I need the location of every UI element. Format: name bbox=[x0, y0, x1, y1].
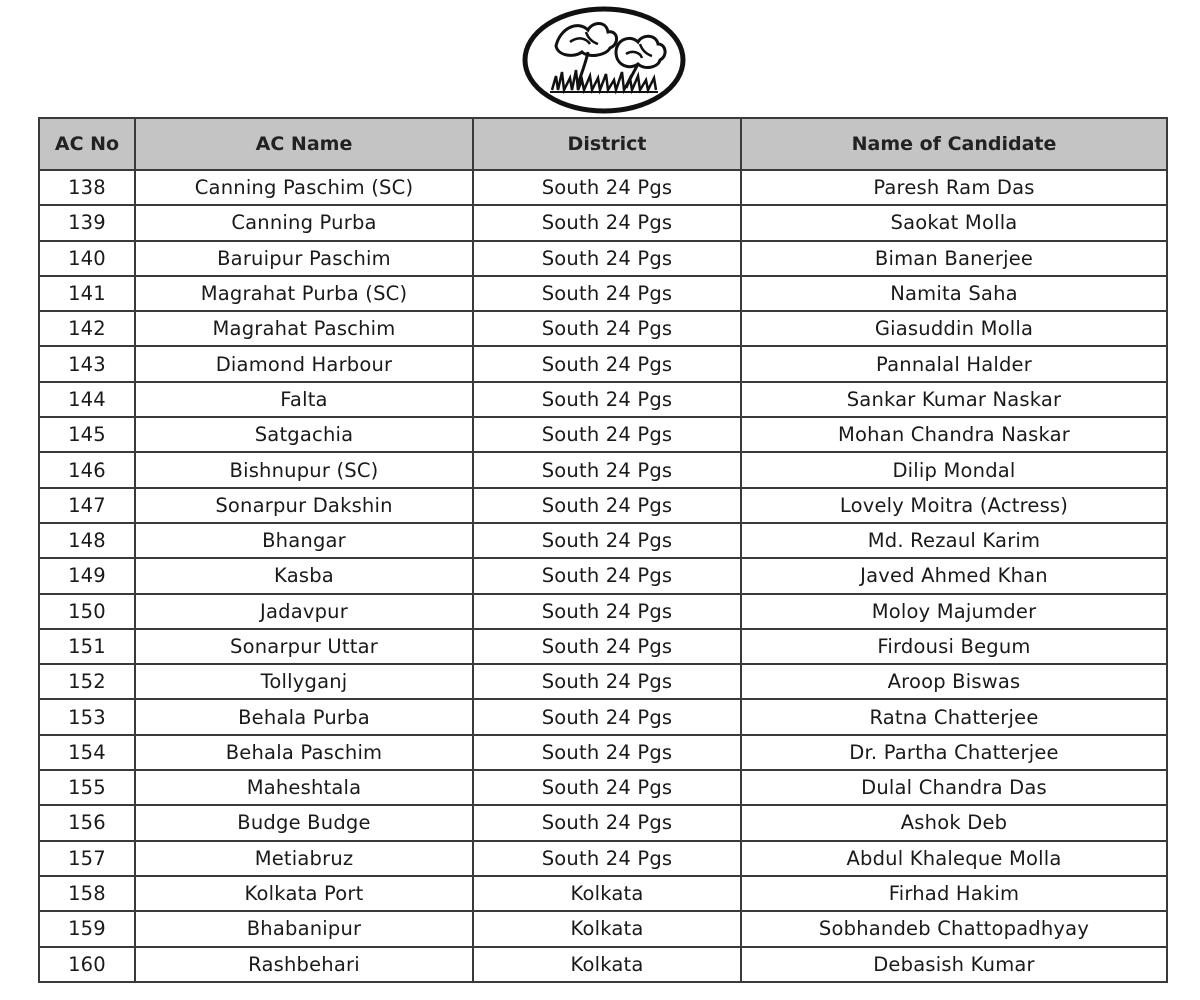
cell-ac-no: 143 bbox=[39, 346, 135, 381]
cell-ac-name: Bhangar bbox=[135, 523, 473, 558]
column-header-district: District bbox=[473, 118, 741, 170]
cell-ac-no: 146 bbox=[39, 452, 135, 487]
cell-district: South 24 Pgs bbox=[473, 699, 741, 734]
cell-candidate: Moloy Majumder bbox=[741, 594, 1167, 629]
table-row bbox=[39, 170, 1167, 205]
cell-district: South 24 Pgs bbox=[473, 417, 741, 452]
cell-candidate: Sankar Kumar Naskar bbox=[741, 382, 1167, 417]
table-row bbox=[39, 911, 1167, 946]
cell-ac-no: 147 bbox=[39, 488, 135, 523]
cell-ac-no: 149 bbox=[39, 558, 135, 593]
table-row bbox=[39, 523, 1167, 558]
cell-candidate: Firdousi Begum bbox=[741, 629, 1167, 664]
cell-ac-no: 145 bbox=[39, 417, 135, 452]
cell-ac-name: Bishnupur (SC) bbox=[135, 452, 473, 487]
table-row bbox=[39, 241, 1167, 276]
cell-ac-name: Tollyganj bbox=[135, 664, 473, 699]
cell-candidate: Saokat Molla bbox=[741, 205, 1167, 240]
table-row bbox=[39, 488, 1167, 523]
table-row bbox=[39, 699, 1167, 734]
table-body bbox=[39, 170, 1167, 982]
cell-district: South 24 Pgs bbox=[473, 488, 741, 523]
table-row bbox=[39, 805, 1167, 840]
cell-candidate: Biman Banerjee bbox=[741, 241, 1167, 276]
table-row bbox=[39, 664, 1167, 699]
table-row bbox=[39, 346, 1167, 381]
cell-ac-name: Behala Paschim bbox=[135, 735, 473, 770]
table-row bbox=[39, 382, 1167, 417]
cell-district: South 24 Pgs bbox=[473, 452, 741, 487]
cell-candidate: Paresh Ram Das bbox=[741, 170, 1167, 205]
cell-candidate: Dulal Chandra Das bbox=[741, 770, 1167, 805]
column-header-ac-name: AC Name bbox=[135, 118, 473, 170]
cell-candidate: Lovely Moitra (Actress) bbox=[741, 488, 1167, 523]
cell-candidate: Abdul Khaleque Molla bbox=[741, 841, 1167, 876]
cell-ac-no: 148 bbox=[39, 523, 135, 558]
cell-district: Kolkata bbox=[473, 876, 741, 911]
cell-ac-name: Metiabruz bbox=[135, 841, 473, 876]
table-row bbox=[39, 311, 1167, 346]
cell-district: South 24 Pgs bbox=[473, 558, 741, 593]
cell-district: South 24 Pgs bbox=[473, 770, 741, 805]
cell-district: South 24 Pgs bbox=[473, 346, 741, 381]
cell-ac-no: 157 bbox=[39, 841, 135, 876]
cell-ac-no: 141 bbox=[39, 276, 135, 311]
cell-ac-no: 156 bbox=[39, 805, 135, 840]
cell-district: South 24 Pgs bbox=[473, 594, 741, 629]
table-row bbox=[39, 417, 1167, 452]
cell-district: South 24 Pgs bbox=[473, 664, 741, 699]
table-row bbox=[39, 558, 1167, 593]
cell-candidate: Pannalal Halder bbox=[741, 346, 1167, 381]
cell-district: South 24 Pgs bbox=[473, 311, 741, 346]
cell-candidate: Ratna Chatterjee bbox=[741, 699, 1167, 734]
cell-district: South 24 Pgs bbox=[473, 241, 741, 276]
cell-candidate: Sobhandeb Chattopadhyay bbox=[741, 911, 1167, 946]
cell-ac-name: Baruipur Paschim bbox=[135, 241, 473, 276]
table-row bbox=[39, 452, 1167, 487]
cell-ac-name: Magrahat Purba (SC) bbox=[135, 276, 473, 311]
cell-ac-no: 142 bbox=[39, 311, 135, 346]
cell-ac-no: 144 bbox=[39, 382, 135, 417]
cell-ac-no: 154 bbox=[39, 735, 135, 770]
cell-candidate: Ashok Deb bbox=[741, 805, 1167, 840]
cell-district: South 24 Pgs bbox=[473, 382, 741, 417]
cell-candidate: Giasuddin Molla bbox=[741, 311, 1167, 346]
table-row bbox=[39, 629, 1167, 664]
cell-ac-name: Kolkata Port bbox=[135, 876, 473, 911]
cell-district: South 24 Pgs bbox=[473, 805, 741, 840]
twin-flowers-grass-icon bbox=[522, 6, 686, 114]
cell-ac-name: Diamond Harbour bbox=[135, 346, 473, 381]
table-row bbox=[39, 876, 1167, 911]
cell-candidate: Firhad Hakim bbox=[741, 876, 1167, 911]
table-row bbox=[39, 770, 1167, 805]
cell-ac-name: Budge Budge bbox=[135, 805, 473, 840]
table-row bbox=[39, 735, 1167, 770]
cell-ac-name: Falta bbox=[135, 382, 473, 417]
cell-ac-name: Behala Purba bbox=[135, 699, 473, 734]
cell-district: South 24 Pgs bbox=[473, 170, 741, 205]
cell-ac-name: Sonarpur Dakshin bbox=[135, 488, 473, 523]
cell-ac-no: 150 bbox=[39, 594, 135, 629]
cell-candidate: Aroop Biswas bbox=[741, 664, 1167, 699]
table-header-row bbox=[39, 118, 1167, 170]
cell-ac-no: 151 bbox=[39, 629, 135, 664]
cell-candidate: Mohan Chandra Naskar bbox=[741, 417, 1167, 452]
cell-ac-name: Canning Purba bbox=[135, 205, 473, 240]
cell-candidate: Javed Ahmed Khan bbox=[741, 558, 1167, 593]
cell-candidate: Dr. Partha Chatterjee bbox=[741, 735, 1167, 770]
column-header-candidate: Name of Candidate bbox=[741, 118, 1167, 170]
cell-ac-no: 140 bbox=[39, 241, 135, 276]
candidate-table bbox=[38, 117, 1168, 983]
cell-district: South 24 Pgs bbox=[473, 629, 741, 664]
cell-district: South 24 Pgs bbox=[473, 841, 741, 876]
table-row bbox=[39, 841, 1167, 876]
column-header-ac-no: AC No bbox=[39, 118, 135, 170]
cell-ac-no: 138 bbox=[39, 170, 135, 205]
cell-ac-name: Satgachia bbox=[135, 417, 473, 452]
cell-ac-name: Canning Paschim (SC) bbox=[135, 170, 473, 205]
cell-ac-no: 155 bbox=[39, 770, 135, 805]
cell-ac-name: Rashbehari bbox=[135, 947, 473, 982]
cell-ac-no: 160 bbox=[39, 947, 135, 982]
cell-ac-name: Sonarpur Uttar bbox=[135, 629, 473, 664]
table-row bbox=[39, 276, 1167, 311]
cell-district: Kolkata bbox=[473, 911, 741, 946]
cell-ac-name: Maheshtala bbox=[135, 770, 473, 805]
cell-ac-no: 152 bbox=[39, 664, 135, 699]
cell-ac-name: Magrahat Paschim bbox=[135, 311, 473, 346]
cell-district: South 24 Pgs bbox=[473, 523, 741, 558]
cell-ac-no: 159 bbox=[39, 911, 135, 946]
cell-ac-no: 139 bbox=[39, 205, 135, 240]
cell-district: South 24 Pgs bbox=[473, 735, 741, 770]
cell-ac-name: Kasba bbox=[135, 558, 473, 593]
cell-ac-no: 153 bbox=[39, 699, 135, 734]
cell-candidate: Debasish Kumar bbox=[741, 947, 1167, 982]
cell-district: South 24 Pgs bbox=[473, 276, 741, 311]
cell-candidate: Md. Rezaul Karim bbox=[741, 523, 1167, 558]
table-row bbox=[39, 205, 1167, 240]
cell-candidate: Dilip Mondal bbox=[741, 452, 1167, 487]
cell-district: South 24 Pgs bbox=[473, 205, 741, 240]
party-logo bbox=[522, 6, 686, 114]
table-row bbox=[39, 947, 1167, 982]
cell-ac-no: 158 bbox=[39, 876, 135, 911]
table-row bbox=[39, 594, 1167, 629]
cell-candidate: Namita Saha bbox=[741, 276, 1167, 311]
cell-district: Kolkata bbox=[473, 947, 741, 982]
cell-ac-name: Jadavpur bbox=[135, 594, 473, 629]
cell-ac-name: Bhabanipur bbox=[135, 911, 473, 946]
